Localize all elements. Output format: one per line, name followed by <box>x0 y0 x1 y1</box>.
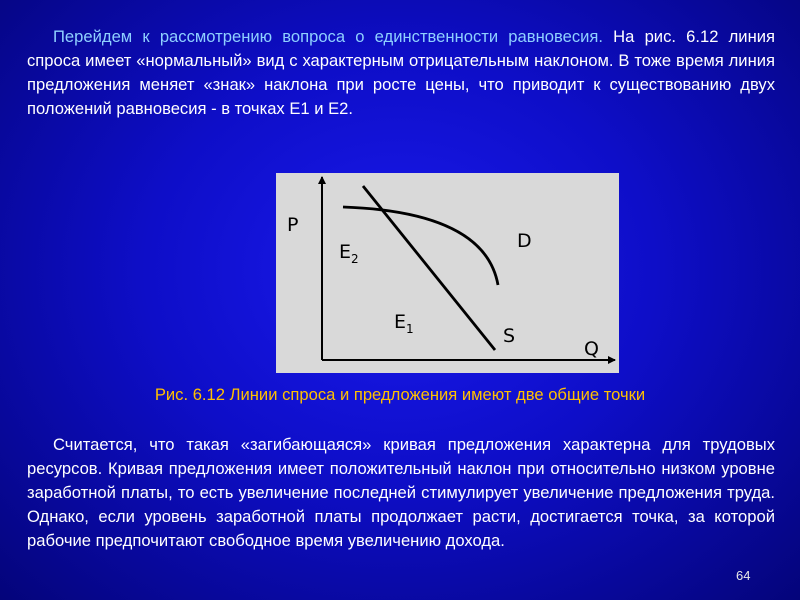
conclusion-text: Считается, что такая «загибающаяся» кривая предложения характерна для трудовых ресурсов. Кривая предложения имеет положительный наклон при относительно низком уровне заработной платы, то есть увеличение последней стимулирует увеличение предложения труда. Однако, если уровень заработной платы продолжает расти, достигается точка, за которой рабочие предпочитают свободное время увеличению дохода. <box>27 435 775 550</box>
e1-subscript: 1 <box>406 322 414 336</box>
conclusion-paragraph <box>27 433 775 553</box>
supply-label: S <box>503 325 516 347</box>
intro-paragraph <box>27 25 775 121</box>
e2-subscript: 2 <box>351 252 359 266</box>
demand-label: D <box>517 230 532 252</box>
equilibrium-e1-label <box>394 311 414 336</box>
supply-demand-figure <box>276 173 619 373</box>
demand-curve <box>343 207 498 285</box>
e2-letter: E <box>339 241 352 263</box>
x-axis-label: Q <box>584 338 599 360</box>
supply-curve <box>363 186 495 350</box>
supply-demand-diagram <box>276 173 619 373</box>
intro-body-text: На рис. 6.12 линия спроса имеет «нормальный» вид с характерным отрицательным наклоном. В тоже время линия предложения меняет «знак» наклона при росте цены, что приводит к существованию двух положений равновесия - в точках Е1 и Е2. <box>27 27 775 118</box>
e1-letter: E <box>394 311 407 333</box>
page-number: 64 <box>736 568 751 583</box>
y-axis-label: P <box>287 214 299 236</box>
equilibrium-e2-label <box>339 241 359 266</box>
intro-lead-text: Перейдем к рассмотрению вопроса о единственности равновесия. <box>53 27 603 46</box>
figure-caption: Рис. 6.12 Линии спроса и предложения имеют две общие точки <box>154 385 646 404</box>
